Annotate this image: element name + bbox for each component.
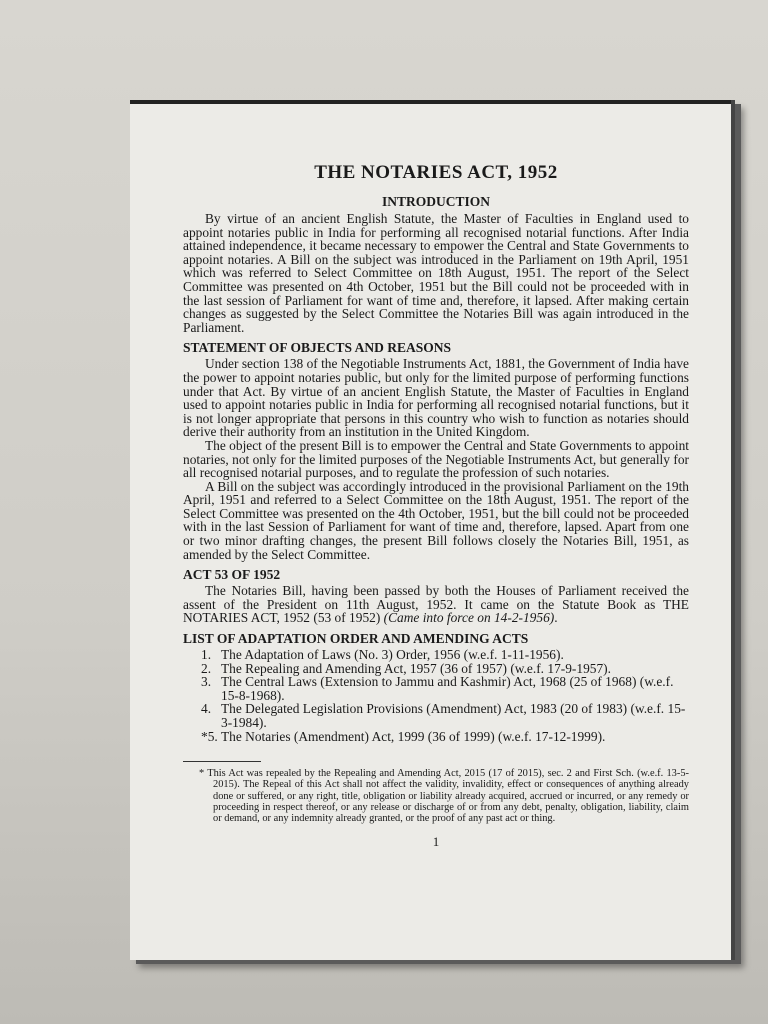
statement-paragraph-3: A Bill on the subject was accordingly introduced in the provisional Parliament on the 19th April, 1951 and referred to a Select Committee on the 18th August, 1951. The report of the Select Committee was presented on the 4th October, 1951, but the bill could not be proceeded with in the last Session of Parliament for want of time and, therefore, lapsed. Apart from one or two minor drafting changes, the present Bill follows closely the Notaries Bill, 1951, as amended by the Select Committee. [183, 478, 689, 562]
list-item-text: The Notaries (Amendment) Act, 1999 (36 of 1999) (w.e.f. 17-12-1999). [221, 728, 606, 744]
introduction-paragraph: By virtue of an ancient English Statute, the Master of Faculties in England used to appoint notaries public in India for performing all recognised notarial functions. After India attained independence, it became necessary to empower the Central and State Governments to appoint notaries. A Bill on the subject was introduced in the Parliament on 19th April, 1951 which was referred to Select Committee on 18th August, 1951. The report of the Select Committee was presented on 4th October, 1951 but the Bill could not be proceeded with in the last session of Parliament for want of time and, therefore, it lapsed. After making certain changes as suggested by the Select Committee the Notaries Bill was again introduced in the Parliament. [183, 211, 689, 335]
list-item [183, 648, 689, 662]
list-item [183, 730, 689, 744]
document-page [130, 100, 735, 960]
adaptations-heading: LIST OF ADAPTATION ORDER AND AMENDING ACTS [183, 631, 529, 647]
act-text-end: . [554, 610, 558, 626]
page-number: 1 [432, 834, 440, 850]
repeal-footnote: * This Act was repealed by the Repealing and Amending Act, 2015 (17 of 2015), sec. 2 and First Sch. (w.e.f. 13-5-2015). The Repeal of this Act shall not affect the validity, invalidity, effect or consequences of anything already done or suffered, or any right, title, obligation or liability already acquired, accrued or incurred, or any remedy or proceeding in respect thereof, or any release or discharge of or from any debt, penalty, obligation, liability, claim or demand, or any indemnity already granted, or the proof of any past act or thing. [199, 768, 689, 824]
page-edge [731, 100, 735, 960]
list-item-number: *5. [201, 728, 218, 744]
act-commencement: (Came into force on 14-2-1956) [383, 610, 555, 626]
statement-heading: STATEMENT OF OBJECTS AND REASONS [183, 340, 452, 356]
list-item [183, 675, 689, 702]
statement-paragraph-1: Under section 138 of the Negotiable Instruments Act, 1881, the Government of India have the power to appoint notaries public, but only for the limited purpose of performing functions under that Act. By virtue of an ancient English Statute, the Master of Faculties in England used to appoint notaries public in India for performing all recognised notarial functions, but it is not longer appropriate that persons in this country who wish to function as notaries should derive their authority from an institution in the United Kingdom. [183, 356, 689, 440]
act-paragraph [183, 584, 689, 625]
list-item [183, 662, 689, 676]
statement-paragraph-2: The object of the present Bill is to empower the Central and State Governments to appoint notaries, not only for the limited purposes of the Negotiable Instruments Act, but generally for all recognised notarial purposes, and to regulate the profession of such notaries. [183, 437, 689, 481]
list-item [183, 702, 689, 729]
list-item-number: 2. [201, 660, 212, 676]
document-title: THE NOTARIES ACT, 1952 [314, 162, 558, 183]
list-item-text: The Delegated Legislation Provisions (Amendment) Act, 1983 (20 of 1983) (w.e.f. 15-3-1984). [221, 701, 686, 730]
list-item-number: 3. [201, 674, 212, 690]
list-item-text: The Adaptation of Laws (No. 3) Order, 1956 (w.e.f. 1-11-1956). [221, 647, 564, 663]
list-item-number: 4. [201, 701, 212, 717]
list-item-number: 1. [201, 647, 212, 663]
list-item-text: The Central Laws (Extension to Jammu and Kashmir) Act, 1968 (25 of 1968) (w.e.f. 15-8-1968). [221, 674, 674, 703]
list-item-text: The Repealing and Amending Act, 1957 (36 of 1957) (w.e.f. 17-9-1957). [221, 660, 611, 676]
introduction-heading: INTRODUCTION [381, 194, 490, 209]
act-heading: ACT 53 OF 1952 [183, 567, 281, 583]
page-content [183, 162, 689, 850]
top-rule [130, 100, 735, 104]
adaptations-list [183, 648, 689, 743]
footnote-divider [183, 761, 261, 762]
act-text: The Notaries Bill, having been passed by both the Houses of Parliament received the assent of the President on 11th August, 1952. It came on the Statute Book as THE NOTARIES ACT, 1952 (53 of 1952) [183, 583, 689, 626]
